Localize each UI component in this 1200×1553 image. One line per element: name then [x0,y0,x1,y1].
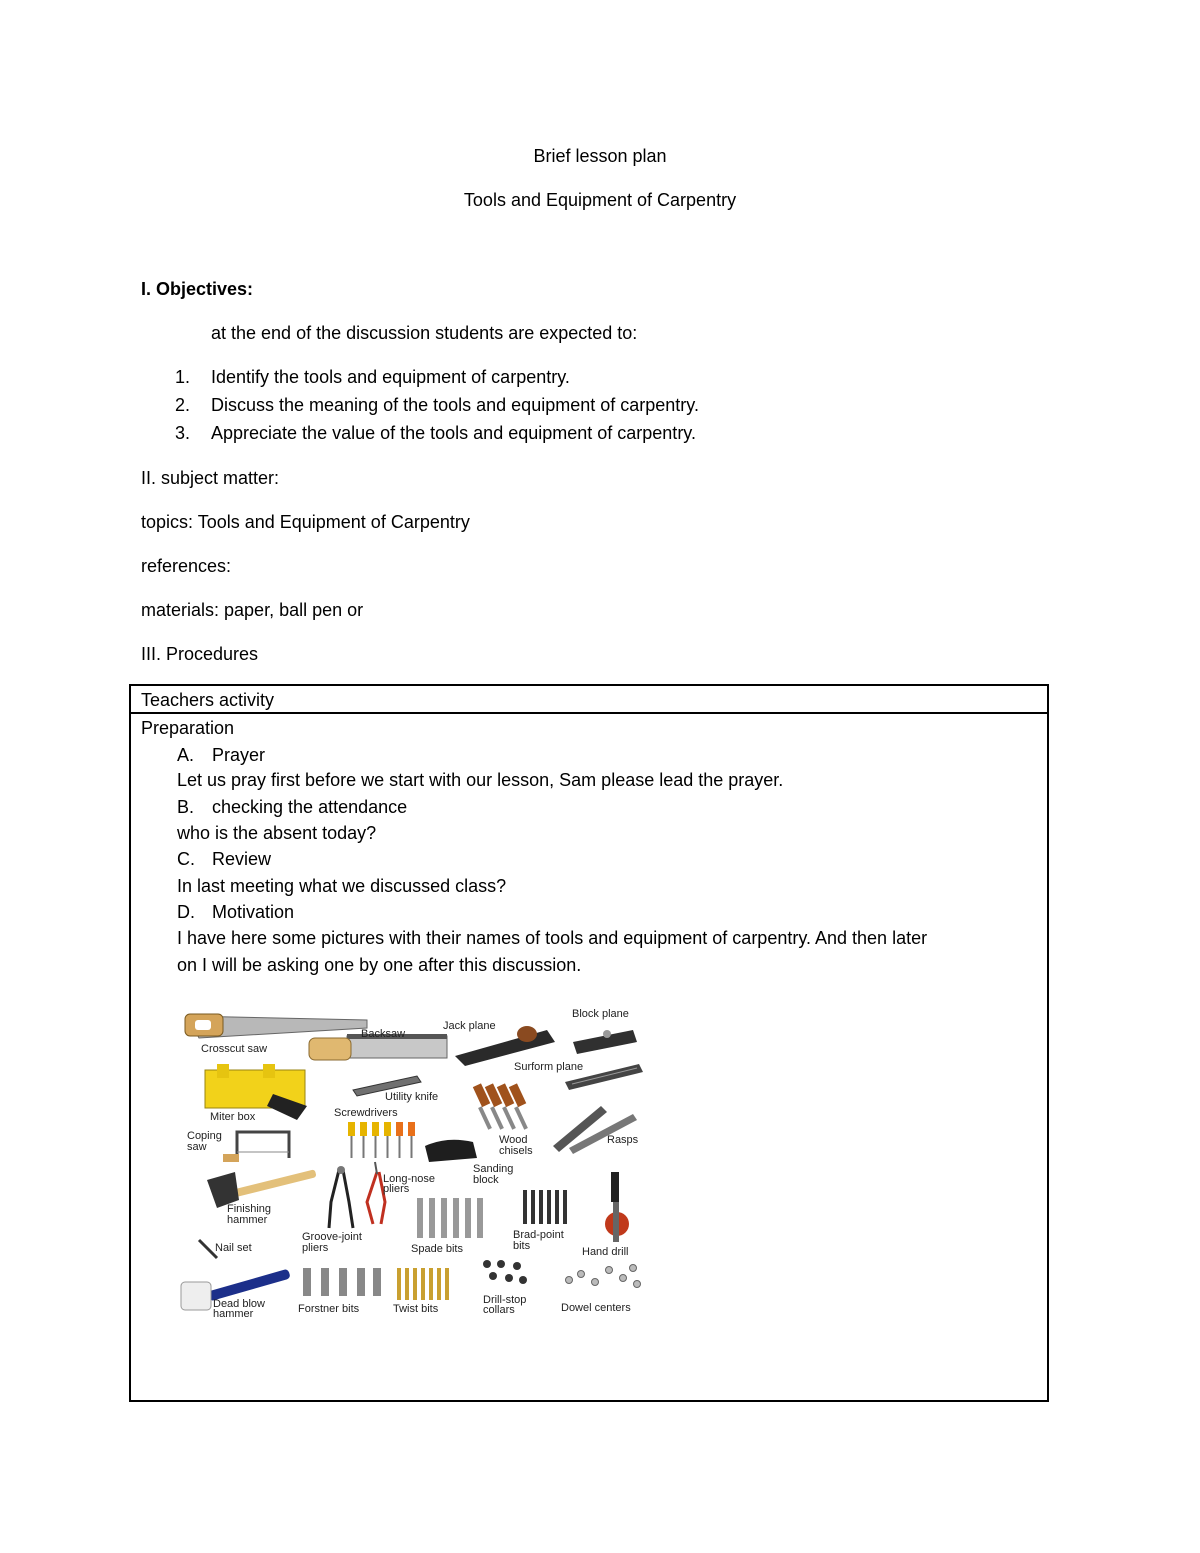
groove-joint-pliers-icon [329,1166,353,1228]
objectives-intro: at the end of the discussion students are expected to: [211,323,638,343]
item-title: Motivation [212,902,295,922]
tool-label: hammer [227,1214,268,1226]
list-item: Appreciate the value of the tools and equipment of carpentry. [211,423,696,443]
carpentry-tools-illustration [177,1002,665,1324]
tool-label: Brad-point [513,1229,564,1241]
list-item-number: 3. [175,423,191,443]
tool-label: Sanding [473,1163,514,1175]
tool-label: Hand drill [582,1246,629,1258]
procedures-heading: III. Procedures [141,644,259,664]
item-title: Prayer [212,745,266,765]
tool-label: Screwdrivers [334,1107,398,1119]
item-body: who is the absent today? [177,823,377,843]
materials-line: materials: paper, ball pen or [141,600,364,620]
references-line: references: [141,556,232,576]
tool-label: Utility knife [385,1091,439,1103]
document-subtitle: Tools and Equipment of Carpentry [463,190,737,210]
item-letter: D. [177,902,195,922]
item-body: on I will be asking one by one after this discussion. [177,955,582,975]
list-item-number: 1. [175,367,191,387]
coping-saw-icon [223,1132,289,1162]
screwdrivers-icon [348,1122,415,1158]
tool-label: Coping [187,1130,222,1142]
tool-label: pliers [383,1183,410,1195]
objectives-heading: I. Objectives: [141,279,254,299]
item-body: I have here some pictures with their names of tools and equipment of carpentry. And then later [177,928,928,948]
list-item-number: 2. [175,395,191,415]
tool-label: pliers [302,1242,329,1254]
drill-stop-collars-icon [483,1260,527,1284]
dowel-centers-icon [566,1265,641,1288]
forstner-bits-icon [303,1268,381,1296]
tool-label: Rasps [607,1134,639,1146]
tool-label: Nail set [215,1242,252,1254]
tool-label: chisels [499,1145,533,1157]
rasps-icon [553,1106,637,1154]
tool-label: Dowel centers [561,1302,631,1314]
tool-label: Block plane [572,1008,629,1020]
item-letter: A. [177,745,195,765]
tool-label: Jack plane [443,1020,496,1032]
item-body: In last meeting what we discussed class? [177,876,507,896]
tool-label: Spade bits [411,1243,463,1255]
tool-label: bits [513,1240,531,1252]
item-title: Review [212,849,272,869]
tool-label: saw [187,1141,207,1153]
twist-bits-icon [397,1268,449,1300]
item-letter: C. [177,849,195,869]
hand-drill-icon [605,1172,629,1242]
list-item: Identify the tools and equipment of carpentry. [211,367,570,387]
spade-bits-icon [417,1198,483,1238]
tool-label: Long-nose [383,1173,435,1185]
wood-chisels-icon [473,1083,528,1129]
tool-label: Dead blow [213,1298,265,1310]
list-item: Discuss the meaning of the tools and equipment of carpentry. [211,395,699,415]
tool-label: Groove-joint [302,1231,362,1243]
brad-point-bits-icon [523,1190,567,1224]
tool-label: collars [483,1304,515,1316]
block-plane-icon [573,1030,637,1054]
topics-line: topics: Tools and Equipment of Carpentry [141,512,470,532]
table-divider [131,712,1047,714]
tool-label: Wood [499,1134,528,1146]
tool-label: Drill-stop [483,1294,527,1306]
tool-label: Finishing [227,1203,272,1215]
tool-label: Backsaw [361,1028,406,1040]
document-title: Brief lesson plan [533,146,667,166]
item-body: Let us pray first before we start with our lesson, Sam please lead the prayer. [177,770,784,790]
tool-label: Surform plane [514,1061,584,1073]
tool-label: Twist bits [393,1303,439,1315]
sanding-block-icon [425,1140,477,1162]
tool-label: Crosscut saw [201,1043,268,1055]
table-header-cell: Teachers activity [141,690,275,710]
section-title: Preparation [141,718,235,738]
crosscut-saw-icon [185,1014,367,1038]
item-title: checking the attendance [212,797,408,817]
tool-label: hammer [213,1308,254,1320]
tool-label: Forstner bits [298,1303,360,1315]
jack-plane-icon [455,1026,555,1066]
item-letter: B. [177,797,195,817]
tool-label: block [473,1174,499,1186]
subject-matter-heading: II. subject matter: [141,468,280,488]
tool-label: Miter box [210,1111,256,1123]
